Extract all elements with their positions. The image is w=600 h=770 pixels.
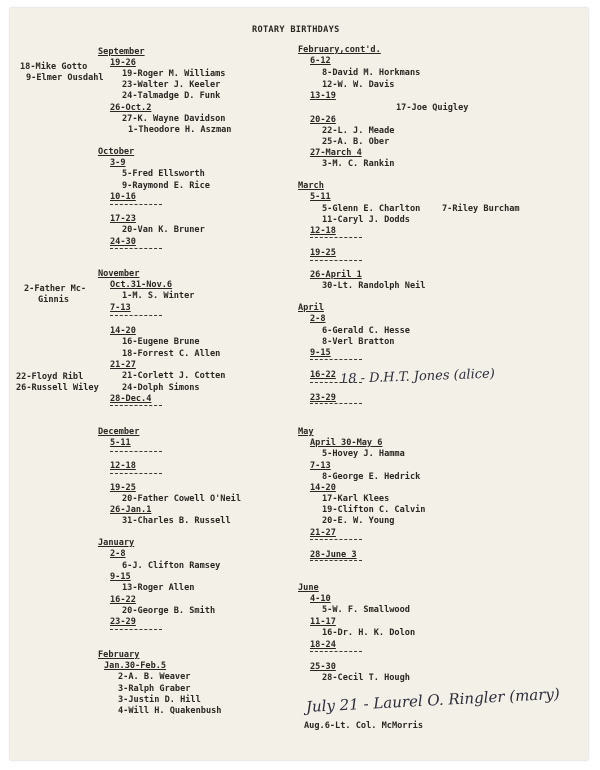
entry-col2: 28-Cecil T. Hough: [322, 673, 410, 683]
entry-col2: Aug.6-Lt. Col. McMorris: [304, 721, 423, 731]
entry-col1: 1-Theodore H. Aszman: [128, 125, 232, 135]
entry-col1: October: [98, 147, 135, 157]
entry-col1: 24-Talmadge D. Funk: [122, 91, 221, 101]
entry-col2: 20-26: [310, 115, 336, 125]
entry-col2: 19-25: [310, 248, 336, 258]
entry-col2: 8-David M. Horkmans: [322, 68, 421, 78]
entry-col2: April 30-May 6: [310, 438, 383, 448]
entry-col1: 20-Van K. Bruner: [122, 225, 205, 235]
entry-col2: 11-Caryl J. Dodds: [322, 215, 410, 225]
entry-col1: 20-Father Cowell O'Neil: [122, 494, 241, 504]
entry-col1: January: [98, 538, 135, 548]
margin-name: Ginnis: [38, 295, 70, 305]
entry-col2: 13-19: [310, 91, 336, 101]
entry-col2: 8-George E. Hedrick: [322, 472, 421, 482]
blank-line: [110, 405, 162, 406]
entry-col1: 5-11: [110, 438, 131, 448]
entry-col1: 23-Walter J. Keeler: [122, 80, 221, 90]
entry-col2: 22-L. J. Meade: [322, 126, 395, 136]
entry-col1: 3-Justin D. Hill: [118, 695, 201, 705]
entry-col1: 23-29: [110, 617, 136, 627]
entry-col2: May: [298, 427, 314, 437]
entry-col1: September: [98, 47, 145, 57]
blank-line: [110, 629, 162, 630]
entry-col2: 16-22: [310, 370, 336, 380]
entry-col1: 31-Charles B. Russell: [122, 516, 231, 526]
entry-col2: 9-15: [310, 348, 331, 358]
entry-col1: 26-Oct.2: [110, 103, 152, 113]
blank-line: [310, 560, 362, 561]
entry-col1: 19-Roger M. Williams: [122, 69, 226, 79]
entry-col1: 21-Corlett J. Cotten: [122, 371, 226, 381]
margin-name: 22-Floyd Ribl: [16, 372, 84, 382]
entry-col1: February: [98, 650, 140, 660]
entry-col2: 7-Riley Burcham: [442, 204, 520, 214]
entry-col1: Oct.31-Nov.6: [110, 280, 173, 290]
entry-col1: 6-J. Clifton Ramsey: [122, 561, 221, 571]
entry-col2: 6-Gerald C. Hesse: [322, 326, 410, 336]
entry-col1: 24-30: [110, 237, 136, 247]
entry-col2: 4-10: [310, 594, 331, 604]
entry-col1: 5-Fred Ellsworth: [122, 169, 205, 179]
entry-col2: 7-13: [310, 461, 331, 471]
entry-col1: 12-18: [110, 461, 136, 471]
margin-name: 2-Father Mc-: [24, 284, 87, 294]
handwritten-note-jones: 18 - D.H.T. Jones (alice): [339, 366, 496, 387]
blank-line: [310, 237, 362, 238]
entry-col1: 26-Jan.1: [110, 505, 152, 515]
entry-col1: 3-Ralph Graber: [118, 684, 191, 694]
handwritten-note-ringler: July 21 - Laurel O. Ringler (mary): [305, 684, 561, 716]
entry-col2: 28-June 3: [310, 550, 357, 560]
blank-line: [110, 248, 162, 249]
entry-col1: Jan.30-Feb.5: [104, 661, 167, 671]
entry-col2: 11-17: [310, 617, 336, 627]
entry-col1: November: [98, 269, 140, 279]
entry-col1: 21-27: [110, 360, 136, 370]
entry-col1: 19-25: [110, 483, 136, 493]
entry-col2: 12-W. W. Davis: [322, 80, 395, 90]
entry-col2: 6-12: [310, 56, 331, 66]
entry-col1: 13-Roger Allen: [122, 583, 195, 593]
entry-col1: 10-16: [110, 192, 136, 202]
entry-col2: June: [298, 583, 319, 593]
document-title: ROTARY BIRTHDAYS: [252, 25, 340, 35]
entry-col1: 9-15: [110, 572, 131, 582]
entry-col2: 5-Glenn E. Charlton: [322, 204, 421, 214]
entry-col1: 3-9: [110, 158, 126, 168]
entry-col2: 17-Joe Quigley: [396, 103, 469, 113]
entry-col1: 27-K. Wayne Davidson: [122, 114, 226, 124]
blank-line: [310, 359, 362, 360]
entry-col2: 23-29: [310, 393, 336, 403]
entry-col2: 25-A. B. Ober: [322, 137, 390, 147]
entry-col2: 2-8: [310, 314, 326, 324]
entry-col2: 30-Lt. Randolph Neil: [322, 281, 426, 291]
entry-col2: 5-11: [310, 192, 331, 202]
entry-col2: 17-Karl Klees: [322, 494, 390, 504]
margin-name: 26-Russell Wiley: [16, 383, 99, 393]
entry-col2: 14-20: [310, 483, 336, 493]
blank-line: [110, 473, 162, 474]
blank-line: [310, 651, 362, 652]
entry-col2: 16-Dr. H. K. Dolon: [322, 628, 416, 638]
margin-name: 9-Elmer Ousdahl: [26, 73, 104, 83]
entry-col1: 19-26: [110, 58, 136, 68]
entry-col2: 8-Verl Bratton: [322, 337, 395, 347]
entry-col1: 2-A. B. Weaver: [118, 672, 191, 682]
entry-col2: 12-18: [310, 226, 336, 236]
entry-col1: 9-Raymond E. Rice: [122, 181, 210, 191]
entry-col2: April: [298, 303, 324, 313]
entry-col2: 5-W. F. Smallwood: [322, 605, 410, 615]
entry-col1: 28-Dec.4: [110, 394, 152, 404]
entry-col1: 14-20: [110, 326, 136, 336]
entry-col2: 18-24: [310, 640, 336, 650]
entry-col2: 19-Clifton C. Calvin: [322, 505, 426, 515]
entry-col1: 18-Forrest C. Allen: [122, 349, 221, 359]
entry-col1: 16-22: [110, 595, 136, 605]
blank-line: [110, 204, 162, 205]
entry-col2: 26-April 1: [310, 270, 362, 280]
entry-col1: 7-13: [110, 303, 131, 313]
blank-line: [110, 315, 162, 316]
entry-col1: 16-Eugene Brune: [122, 337, 200, 347]
entry-col1: 4-Will H. Quakenbush: [118, 706, 222, 716]
blank-line: [310, 403, 362, 404]
entry-col1: 20-George B. Smith: [122, 606, 216, 616]
blank-line: [310, 260, 362, 261]
entry-col1: 17-23: [110, 214, 136, 224]
blank-line: [110, 451, 162, 452]
blank-line: [310, 539, 362, 540]
entry-col2: March: [298, 181, 324, 191]
entry-col1: 1-M. S. Winter: [122, 291, 195, 301]
entry-col2: 3-M. C. Rankin: [322, 159, 395, 169]
margin-name: 18-Mike Gotto: [20, 62, 88, 72]
entry-col2: 5-Hovey J. Hamma: [322, 449, 405, 459]
entry-col2: 25-30: [310, 662, 336, 672]
entry-col1: 24-Dolph Simons: [122, 383, 200, 393]
entry-col2: 27-March 4: [310, 148, 362, 158]
entry-col2: 20-E. W. Young: [322, 516, 395, 526]
entry-col1: 2-8: [110, 549, 126, 559]
entry-col2: 21-27: [310, 528, 336, 538]
entry-col2: February,cont'd.: [298, 45, 381, 55]
entry-col1: December: [98, 427, 140, 437]
